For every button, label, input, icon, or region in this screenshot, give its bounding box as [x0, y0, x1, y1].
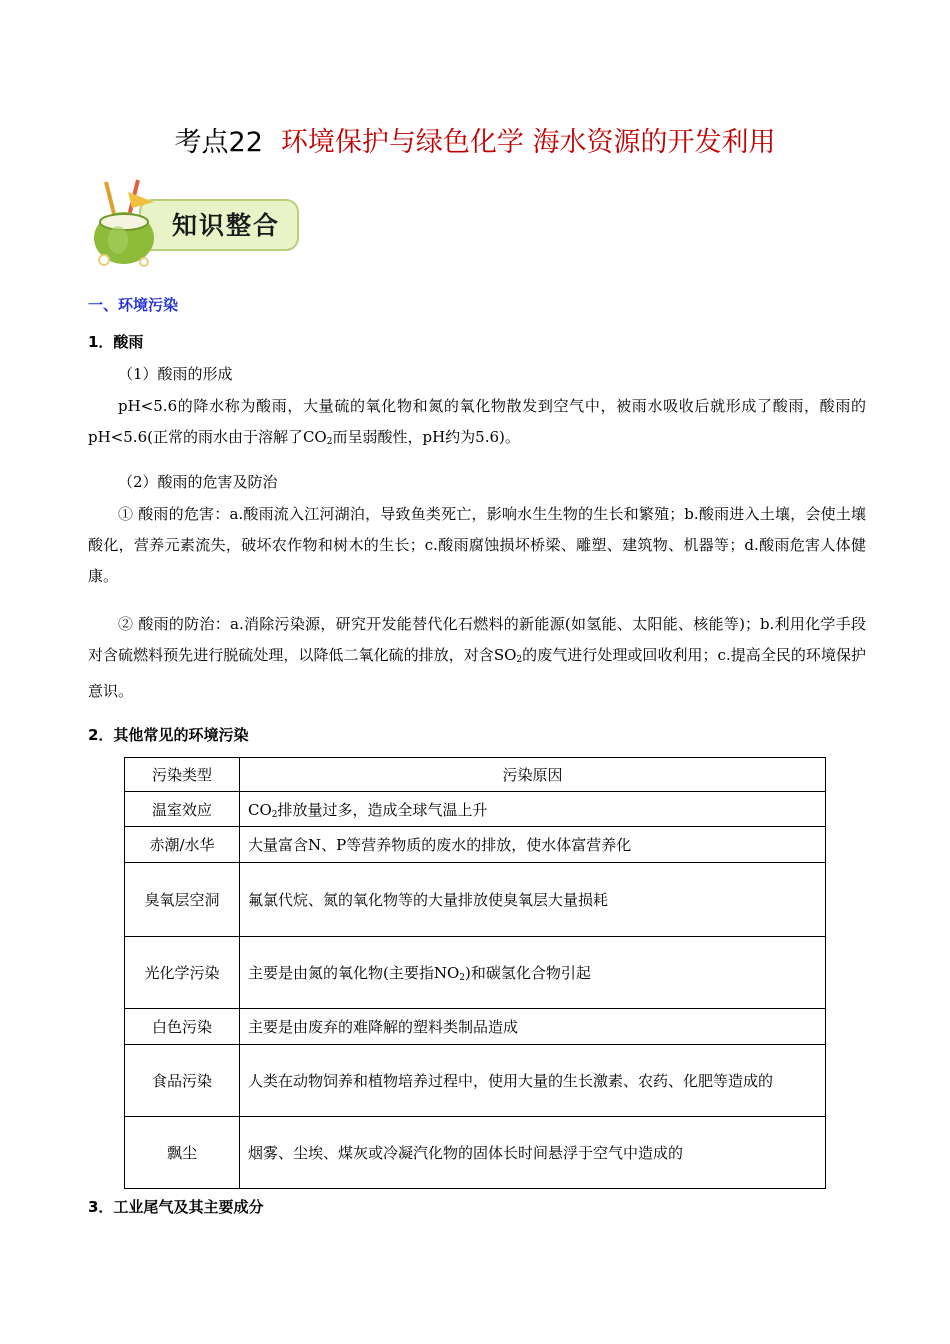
- formation-subscript: 2: [326, 437, 333, 447]
- badge-label: 知识整合: [171, 211, 280, 240]
- formation-text-b: 而呈弱酸性，pH约为5.6)。: [332, 428, 520, 446]
- paragraph-formation: [88, 391, 866, 458]
- header-cause: 污染原因: [240, 758, 826, 792]
- subheading-formation: （1）酸雨的形成: [118, 365, 233, 383]
- prevention-text-a: ② 酸雨的防治：a.消除污染源，研究开发能替代化石燃料的新能源(如氢能、太阳能、核能等)；b.利用化学手段对含硫燃料预先进行脱硫处理，以降低二氧化硫的排放，对含SO: [88, 615, 866, 664]
- section-badge: [88, 178, 304, 268]
- heading-other-pollution: 2．其他常见的环境污染: [88, 726, 249, 744]
- subheading-harm: （2）酸雨的危害及防治: [118, 473, 278, 491]
- table-row: [125, 1009, 826, 1045]
- table-row: [125, 863, 826, 937]
- row-type: 白色污染: [125, 1009, 240, 1045]
- table-row: [125, 1045, 826, 1117]
- table-row: [125, 792, 826, 827]
- row-cause: 人类在动物饲养和植物培养过程中，使用大量的生长激素、农药、化肥等造成的: [240, 1045, 826, 1117]
- row-cause: 大量富含N、P等营养物质的废水的排放，使水体富营养化: [240, 827, 826, 863]
- row-type: 臭氧层空洞: [125, 863, 240, 937]
- cause-text-a: 主要是由氮的氧化物(主要指NO: [248, 964, 460, 982]
- heading-acid-rain: 1．酸雨: [88, 333, 144, 351]
- title-number: 考点22: [174, 127, 263, 158]
- row-type: 赤潮/水华: [125, 827, 240, 863]
- formation-text-a: pH<5.6的降水称为酸雨，大量硫的氧化物和氮的氧化物散发到空气中，被雨水吸收后就形成了酸雨，酸雨的pH<5.6(正常的雨水由于溶解了CO: [88, 397, 866, 446]
- row-type: 光化学污染: [125, 937, 240, 1009]
- header-type: 污染类型: [125, 758, 240, 792]
- paragraph-harm: ① 酸雨的危害：a.酸雨流入江河湖泊，导致鱼类死亡，影响水生生物的生长和繁殖；b.酸雨进入土壤，会使土壤酸化，营养元素流失，破坏农作物和树木的生长；c.酸雨腐蚀损坏桥梁、雕塑、建筑物、机器等；d.酸雨危害人体健康。: [88, 505, 866, 585]
- pollution-table: [124, 757, 826, 1189]
- row-cause: 主要是由废弃的难降解的塑料类制品造成: [240, 1009, 826, 1045]
- cause-text-a: CO: [248, 800, 272, 819]
- heading-exhaust: 3．工业尾气及其主要成分: [88, 1198, 264, 1216]
- cause-subscript: 2: [459, 973, 466, 983]
- row-cause: 烟雾、尘埃、煤灰或冷凝汽化物的固体长时间悬浮于空气中造成的: [240, 1117, 826, 1189]
- paragraph-prevention: [88, 609, 866, 707]
- section-heading-pollution: 一、环境污染: [88, 296, 179, 314]
- row-type: 温室效应: [125, 792, 240, 827]
- cause-text-b: )和碳氢化合物引起: [465, 964, 591, 982]
- table-row: [125, 827, 826, 863]
- row-cause: 氟氯代烷、氮的氧化物等的大量排放使臭氧层大量损耗: [240, 863, 826, 937]
- title-main: 环境保护与绿色化学 海水资源的开发利用: [280, 127, 776, 158]
- row-type: 食品污染: [125, 1045, 240, 1117]
- cause-subscript: 2: [271, 809, 278, 820]
- table-header-row: [125, 758, 826, 792]
- row-cause: [240, 937, 826, 1009]
- table-row: [125, 1117, 826, 1189]
- page-title: [0, 120, 950, 159]
- prevention-subscript: 2: [516, 655, 523, 665]
- row-cause: [240, 792, 826, 827]
- row-type: 飘尘: [125, 1117, 240, 1189]
- table-row: [125, 937, 826, 1009]
- cause-text-b: 排放量过多，造成全球气温上升: [277, 800, 488, 819]
- prevention-text-b: 的废气进行处理或回收利用；c.提高全民的环境保护意识。: [88, 646, 867, 700]
